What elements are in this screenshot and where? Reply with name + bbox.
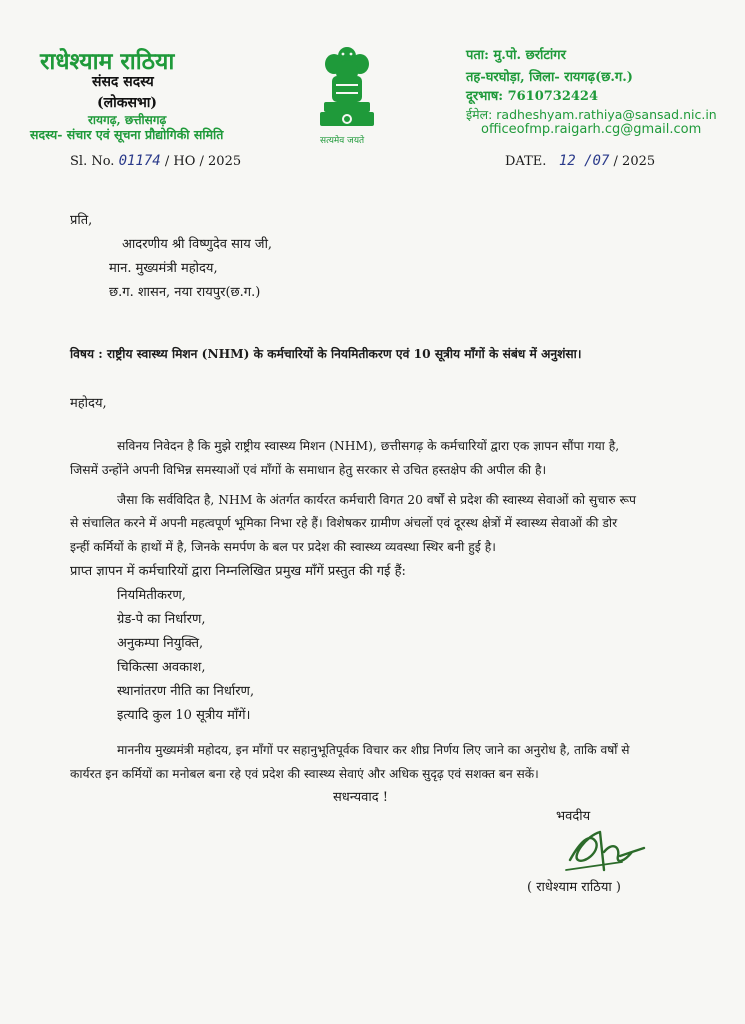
closing: भवदीय: [556, 809, 591, 824]
para3-line-2: कार्यरत इन कर्मियों का मनोबल बना रहे एवं प्रदेश की स्वास्थ्य सेवाएं और अधिक सुदृढ़ एवं सशक्त बन सकें।: [70, 767, 539, 781]
thanks: सधन्यवाद !: [333, 790, 389, 805]
para2-line-3: इन्हीं कर्मियों के हाथों में है, जिनके समर्पण के बल पर प्रदेश की स्वास्थ्य व्यवस्था स्थिर बनी हुई है।: [70, 540, 496, 554]
para1-line-1: सविनय निवेदन है कि मुझे राष्ट्रीय स्वास्थ्य मिशन (NHM), छत्तीसगढ़ के कर्मचारियों द्वारा एक ज्ञापन सौंपा गया है,: [117, 439, 620, 453]
subject-line: विषय : राष्ट्रीय स्वास्थ्य मिशन (NHM) के कर्मचारियों के नियमितीकरण एवं 10 सूत्रीय माँगों के संबंध में अनुशंसा।: [70, 347, 582, 361]
list-item: ग्रेड-पे का निर्धारण,: [117, 612, 206, 627]
mp-constituency: रायगढ़, छत्तीसगढ़: [88, 113, 167, 127]
para3-line-1: माननीय मुख्यमंत्री महोदय, इन माँगों पर सहानुभूतिपूर्वक विचार कर शीघ्र निर्णय लिए जाने का अनुरोध है, ताकि वर्षों से: [117, 743, 630, 757]
email-official: ईमेल: radheshyam.rathiya@sansad.nic.in: [466, 107, 717, 122]
recipient-line-2: मान. मुख्यमंत्री महोदय,: [109, 261, 218, 276]
para1-line-2: जिसमें उन्होंने अपनी विभिन्न समस्याओं एवं माँगों के समाधान हेतु सरकार से उचित हस्तक्षेप की अपील की है।: [70, 463, 547, 477]
list-item: अनुकम्पा नियुक्ति,: [117, 636, 204, 651]
salutation: महोदय,: [70, 396, 107, 411]
letter-date: [505, 153, 655, 169]
phone-number: दूरभाष: 7610732424: [466, 89, 599, 104]
date-handwritten: 12 /07: [558, 153, 610, 169]
serial-label: Sl. No.: [70, 154, 115, 169]
list-item: इत्यादि कुल 10 सूत्रीय माँगें।: [117, 708, 251, 723]
recipient-line-3: छ.ग. शासन, नया रायपुर(छ.ग.): [109, 285, 261, 300]
signature: [560, 812, 650, 882]
date-label: DATE.: [505, 154, 547, 169]
demands-list: [117, 584, 254, 728]
mp-committee: सदस्य- संचार एवं सूचना प्रौद्योगिकी समिति: [30, 127, 224, 142]
address-line-2: तह-घरघोड़ा, जिला- रायगढ़(छ.ग.): [466, 70, 633, 85]
recipient-line-1: आदरणीय श्री विष्णुदेव साय जी,: [122, 237, 273, 252]
para2-line-2: से संचालित करने में अपनी महत्वपूर्ण भूमिका निभा रहे हैं। विशेषकर ग्रामीण अंचलों एवं दूरस्थ क्षेत्रों में स्वास्थ्य सेवाओं की डोर: [70, 516, 618, 530]
demands-intro: प्राप्त ज्ञापन में कर्मचारियों द्वारा निम्नलिखित प्रमुख माँगें प्रस्तुत की गई हैं:: [70, 564, 406, 579]
address-line-1: पता: मु.पो. छर्राटांगर: [466, 48, 566, 63]
list-item: स्थानांतरण नीति का निर्धारण,: [117, 684, 255, 699]
mp-name: राधेश्याम राठिया: [40, 48, 175, 75]
email-office: officeofmp.raigarh.cg@gmail.com: [481, 122, 702, 137]
state-emblem-icon: [314, 42, 380, 138]
para2-line-1: जैसा कि सर्वविदित है, NHM के अंतर्गत कार्यरत कर्मचारी विगत 20 वर्षों से प्रदेश की स्वास्थ्य सेवाओं को सुचारु रूप: [117, 493, 637, 507]
date-suffix: / 2025: [613, 154, 656, 169]
serial-number: [70, 153, 241, 169]
recipient-to: प्रति,: [70, 213, 93, 228]
serial-handwritten: 01174: [118, 153, 161, 169]
emblem-motto: सत्यमेव जयते: [320, 136, 365, 146]
list-item: चिकित्सा अवकाश,: [117, 660, 206, 675]
mp-house: (लोकसभा): [97, 95, 158, 111]
serial-suffix: / HO / 2025: [164, 154, 242, 169]
list-item: नियमितीकरण,: [117, 588, 186, 603]
signatory-name: ( राधेश्याम राठिया ): [527, 880, 621, 895]
mp-role: संसद सदस्य: [92, 74, 154, 90]
